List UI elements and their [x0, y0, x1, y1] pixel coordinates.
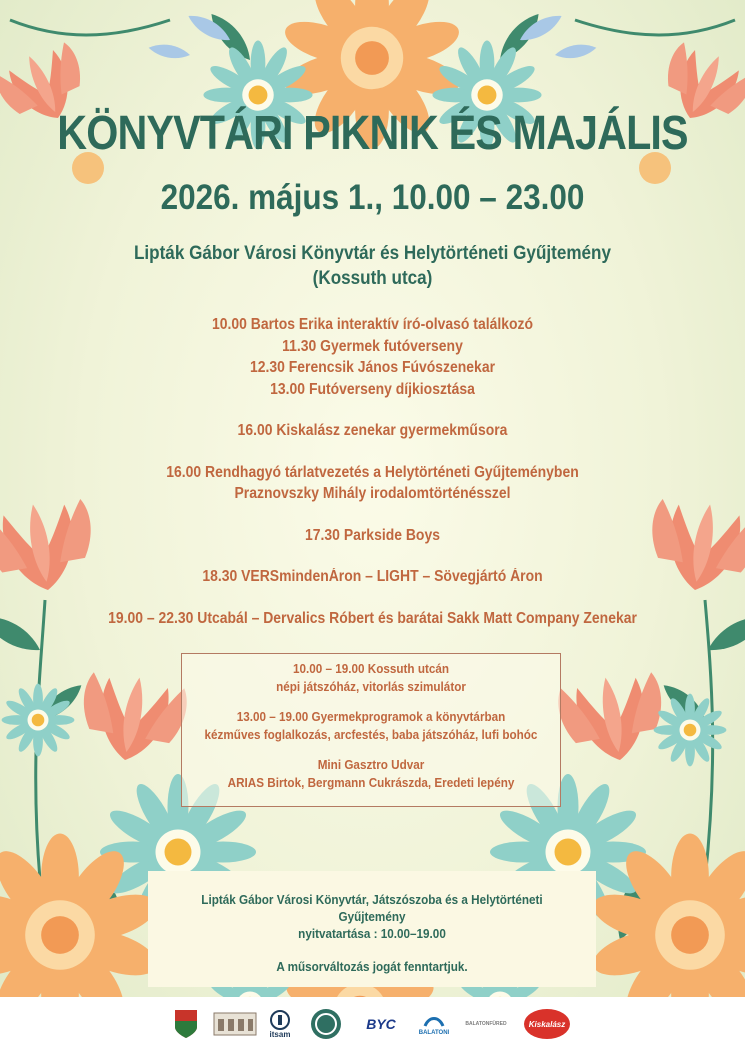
box-group — [201, 660, 541, 695]
box-line: népi játszóház, vitorlás szimulátor — [276, 678, 466, 694]
round-emblem-logo — [308, 1009, 344, 1039]
box-line: 10.00 – 19.00 Kossuth utcán — [292, 661, 450, 676]
schedule-group — [37, 462, 708, 505]
program-change-notice: A műsorváltozás jogát fenntartjuk. — [276, 959, 468, 974]
schedule-line: 17.30 Parkside Boys — [305, 526, 440, 544]
schedule-line: 18.30 VERSmindenÁron – LIGHT – Sövegjártó Áron — [202, 568, 543, 585]
box-group — [201, 756, 541, 791]
city-crest-logo — [171, 1009, 201, 1039]
schedule-group — [37, 608, 708, 630]
balatoni-logo — [414, 1009, 454, 1039]
box-group — [201, 708, 541, 743]
venue — [37, 241, 708, 291]
schedule-group — [37, 525, 708, 547]
library-building-logo — [213, 1009, 257, 1039]
schedule-group — [37, 420, 708, 442]
schedule-group — [37, 314, 708, 400]
byc-logo — [354, 1009, 408, 1039]
opening-hours-panel — [148, 871, 596, 987]
side-programs-box — [181, 653, 561, 807]
box-line: kézműves foglalkozás, arcfestés, baba játszóház, lufi bohóc — [204, 726, 538, 742]
schedule-line: 11.30 Gyermek futóverseny — [282, 337, 463, 355]
logo-text: BALATONI — [418, 1030, 450, 1036]
opening-hours-line: nyitvatartása : 10.00–19.00 — [298, 926, 446, 941]
kiskalasz-logo — [523, 1009, 571, 1039]
logo-text: itsam — [269, 1029, 291, 1039]
opening-hours-line: Lipták Gábor Városi Könyvtár, Játszószoba és a Helytörténeti Gyűjtemény — [201, 892, 543, 924]
schedule-group — [37, 566, 708, 588]
box-line: 13.00 – 19.00 Gyermekprogramok a könyvtárban — [236, 709, 506, 724]
schedule-line: 16.00 Rendhagyó tárlatvezetés a Helytörténeti Gyűjteményben — [166, 463, 579, 481]
schedule-line: 12.30 Ferencsik János Fúvószenekar — [249, 359, 496, 376]
event-date: 2026. május 1., 10.00 – 23.00 — [160, 178, 585, 217]
schedule-line: 13.00 Futóverseny díjkiosztása — [270, 380, 475, 398]
venue-line: Lipták Gábor Városi Könyvtár és Helytörténeti Gyűjtemény — [133, 243, 612, 264]
logo-badge — [524, 1009, 570, 1039]
balatonfured-logo — [459, 1009, 513, 1039]
box-line: Mini Gasztro Udvar — [317, 757, 425, 772]
venue-line: (Kossuth utca) — [312, 268, 433, 289]
schedule-line: 19.00 – 22.30 Utcabál – Dervalics Róbert és barátai Sakk Matt Company Zenekar — [108, 609, 637, 627]
itsam-logo — [265, 1009, 295, 1039]
logo-text: BYC — [366, 1016, 396, 1032]
program-schedule — [0, 314, 745, 649]
schedule-line: Praznovszky Mihály irodalomtörténésszel — [234, 485, 511, 502]
schedule-line: 10.00 Bartos Erika interaktív író-olvasó találkozó — [212, 316, 533, 333]
box-line: ARIAS Birtok, Bergmann Cukrászda, Eredeti lepény — [227, 774, 515, 790]
logo-text: BALATONFÜRED — [465, 1021, 507, 1027]
schedule-line: 16.00 Kiskalász zenekar gyermekműsora — [237, 422, 508, 439]
poster-title: KÖNYVTÁRI PIKNIK ÉS MAJÁLIS — [57, 107, 688, 160]
logo-text: Kiskalász — [528, 1019, 566, 1029]
sponsor-logo-strip — [0, 997, 745, 1053]
